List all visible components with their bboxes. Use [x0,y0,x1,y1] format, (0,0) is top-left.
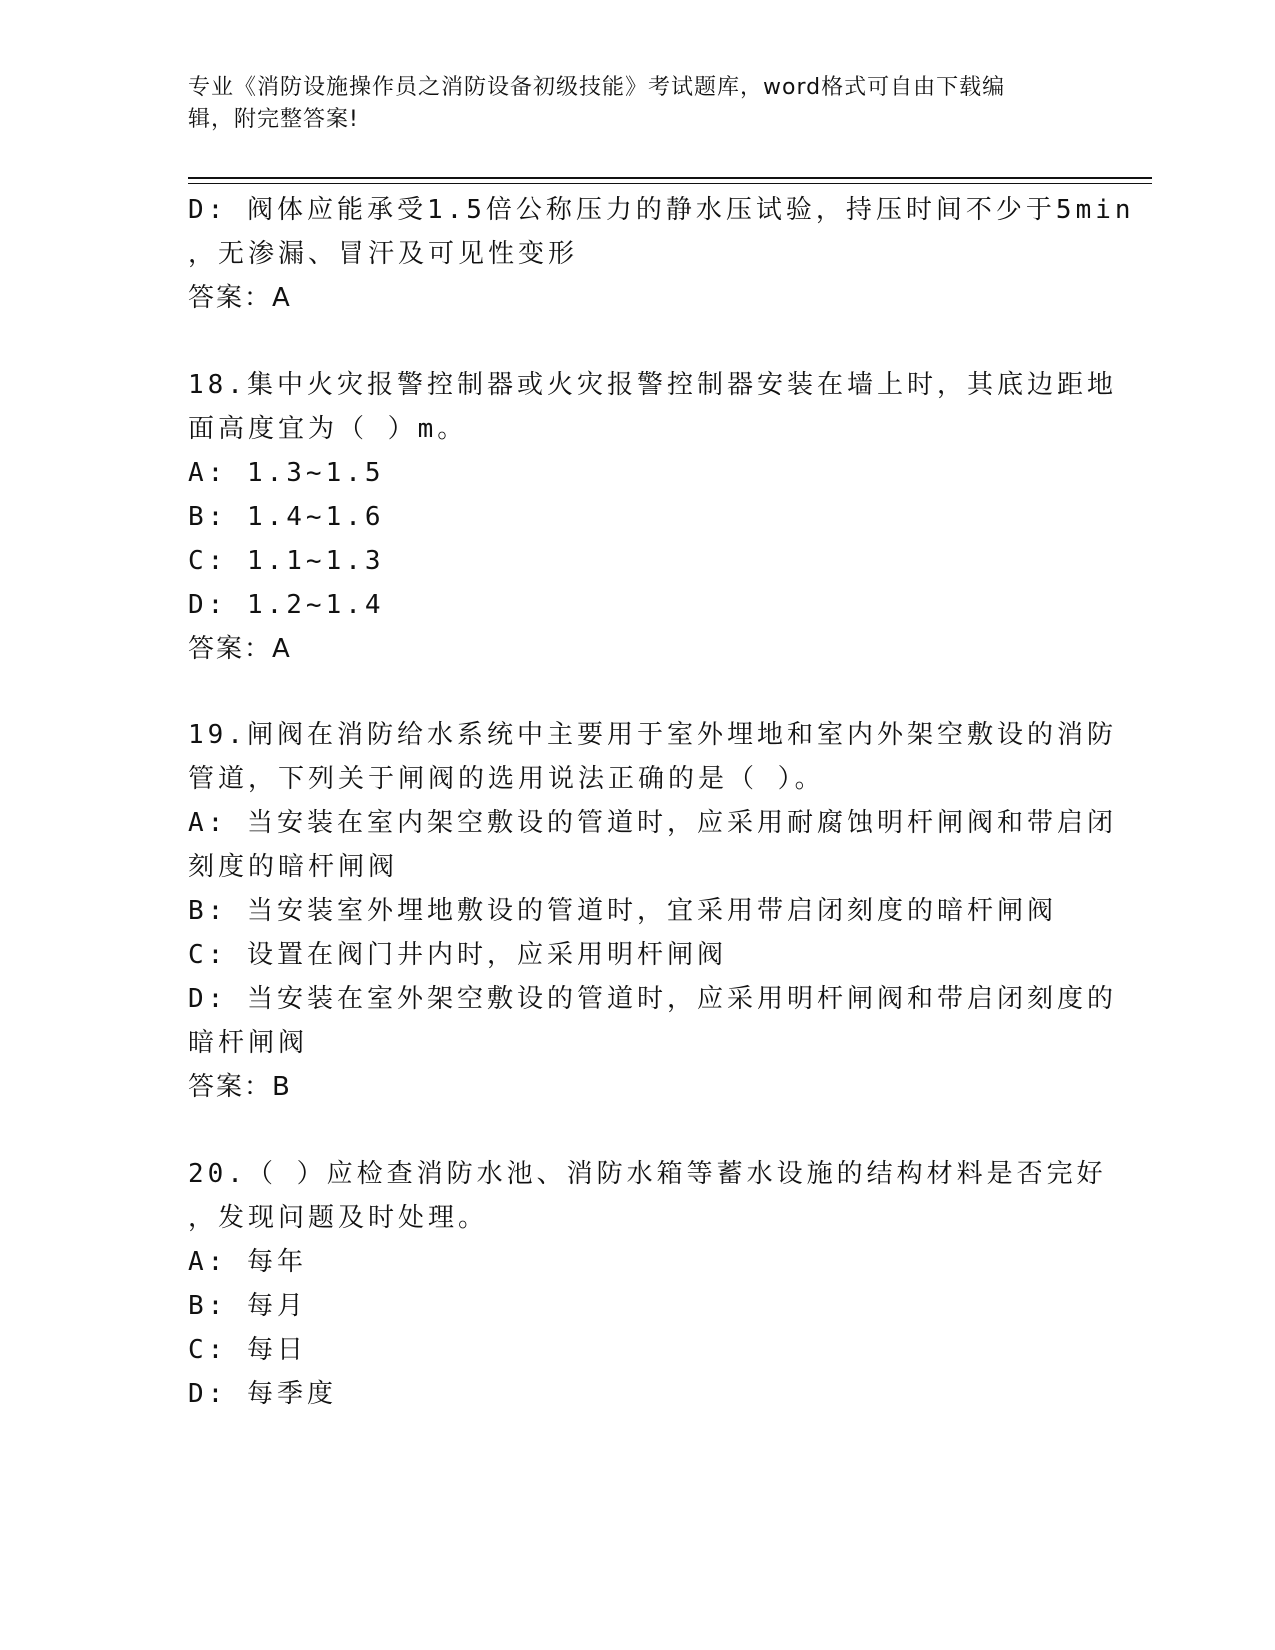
q20-stem-line-1: 20.（ ）应检查消防水池、消防水箱等蓄水设施的结构材料是否完好 [188,1159,1107,1189]
q19-option-d-line-2: 暗杆闸阀 [188,1028,309,1058]
q20-option-a: A: 每年 [188,1247,307,1277]
q19-stem-line-1: 19.闸阀在消防给水系统中主要用于室外埋地和室内外架空敷设的消防 [188,720,1117,750]
q19-option-b: B: 当安装室外埋地敷设的管道时，宜采用带启闭刻度的暗杆闸阀 [188,896,1057,926]
q19-option-d-line-1: D: 当安装在室外架空敷设的管道时，应采用明杆闸阀和带启闭刻度的 [188,984,1117,1014]
q20-option-b: B: 每月 [188,1291,307,1321]
q18-option-b: B: 1.4~1.6 [188,502,385,532]
document-header [188,72,1088,136]
header-line-2: 辑，附完整答案! [188,107,359,132]
q19-answer: 答案：B [188,1072,292,1102]
q17-option-d-line-2: ，无渗漏、冒汗及可见性变形 [188,239,579,269]
header-rule-thick [188,177,1152,179]
q17-option-d-line-1: D: 阀体应能承受1.5倍公称压力的静水压试验，持压时间不少于5min [188,195,1135,225]
q18-option-d: D: 1.2~1.4 [188,590,385,620]
header-rule-thin [188,183,1152,184]
q18-option-c: C: 1.1~1.3 [188,546,385,576]
q19-stem-line-2: 管道，下列关于闸阀的选用说法正确的是（ ）。 [188,764,825,794]
q20-stem-line-2: ，发现问题及时处理。 [188,1203,489,1233]
q19-option-a-line-1: A: 当安装在室内架空敷设的管道时，应采用耐腐蚀明杆闸阀和带启闭 [188,808,1117,838]
q18-stem-line-2: 面高度宜为（ ）m。 [188,414,468,444]
q17-answer: 答案：A [188,283,292,313]
q20-option-c: C: 每日 [188,1335,307,1365]
header-line-1: 专业《消防设施操作员之消防设备初级技能》考试题库，word格式可自由下载编 [188,75,1006,100]
q18-answer: 答案：A [188,634,292,664]
q19-option-c: C: 设置在阀门井内时，应采用明杆闸阀 [188,940,727,970]
q18-stem-line-1: 18.集中火灾报警控制器或火灾报警控制器安装在墙上时，其底边距地 [188,370,1117,400]
q20-option-d: D: 每季度 [188,1379,337,1409]
q18-option-a: A: 1.3~1.5 [188,458,385,488]
q19-option-a-line-2: 刻度的暗杆闸阀 [188,852,399,882]
